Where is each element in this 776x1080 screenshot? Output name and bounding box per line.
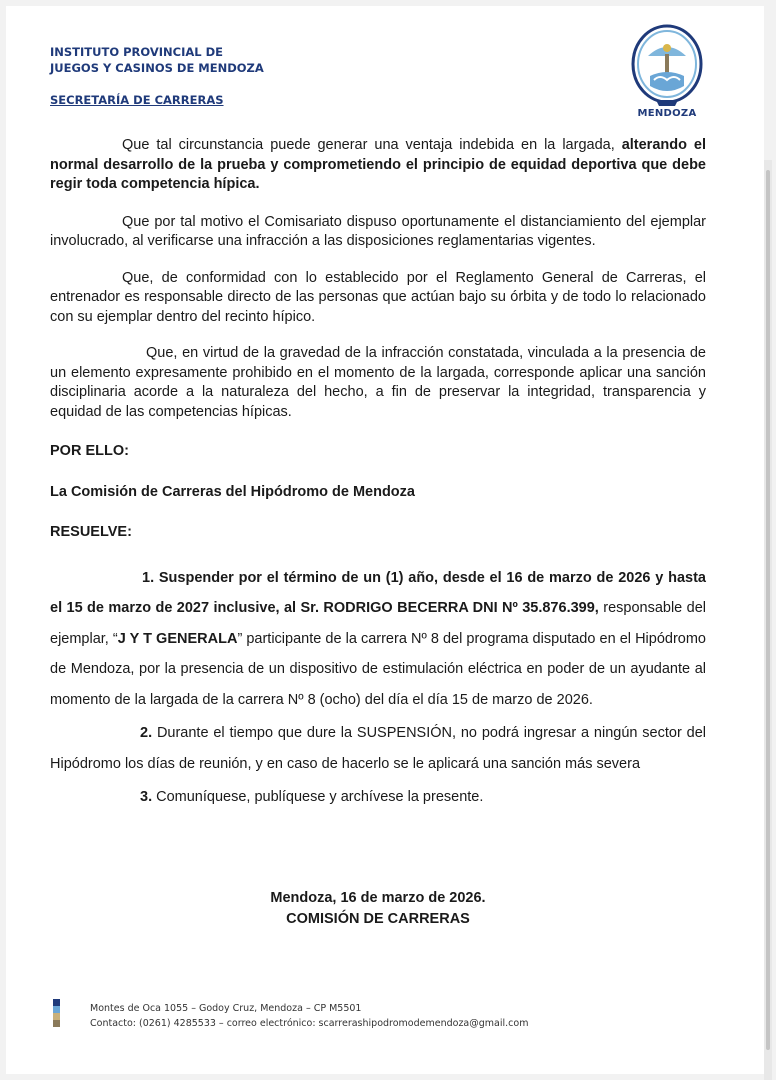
paragraph-4: Que, en virtud de la gravedad de la infracción constatada, vinculada a la presencia de un elemento expresamente prohibido en el momento de la largada, corresponde aplicar una sanción disciplinaria acorde a la naturaleza del hecho, a fin de preservar la integridad, transparencia y equidad de las competencias hípicas. [50, 345, 706, 420]
letterhead [50, 44, 264, 108]
comision-line: La Comisión de Carreras del Hipódromo de Mendoza [50, 483, 415, 500]
place-date: Mendoza, 16 de marzo de 2026. [270, 890, 486, 906]
document-body [50, 136, 706, 813]
mendoza-seal-logo [626, 20, 708, 120]
resolution-item-3: 3. Comuníquese, publíquese y archívese la presente. [140, 789, 484, 805]
resolution-item-2: 2. Durante el tiempo que dure la SUSPENSIÓN, no podrá ingresar a ningún sector del Hipódromo los días de reunión, y en caso de hacerlo se le aplicará una sanción más severa [50, 725, 706, 772]
resolution-item-1: 1. Suspender por el término de un (1) año, desde el 16 de marzo de 2026 y hasta el 15 de marzo de 2027 inclusive, al Sr. RODRIGO BECERRA DNI Nº 35.876.399, responsable del ejemplar, “J Y T GENERALA” participante de la carrera Nº 8 del programa disputado en el Hipódromo de Mendoza, por la presencia de un dispositivo de estimulación eléctrica en poder de un ayudante al momento de la largada de la carrera Nº 8 (ocho) del día el día 15 de marzo de 2026. [50, 569, 706, 708]
footer-address: Montes de Oca 1055 – Godoy Cruz, Mendoza – CP M5501 [90, 1003, 362, 1014]
institute-name-line2: JUEGOS Y CASINOS DE MENDOZA [50, 61, 264, 75]
institute-name-line1: INSTITUTO PROVINCIAL DE [50, 45, 224, 59]
signer-name: COMISIÓN DE CARRERAS [286, 911, 470, 927]
paragraph-2: Que por tal motivo el Comisariato dispuso oportunamente el distanciamiento del ejemplar involucrado, al verificarse una infracción a las disposiciones reglamentarias vigentes. [50, 213, 706, 249]
footer-color-bar [53, 999, 60, 1027]
resuelve-heading: RESUELVE: [50, 524, 132, 540]
paragraph-3: Que, de conformidad con lo establecido por el Reglamento General de Carreras, el entrenador es responsable directo de las personas que actúan bajo su órbita y de todo lo relacionado con su ejemplar dentro del recinto hípico. [50, 269, 706, 325]
por-ello-heading: POR ELLO: [50, 443, 129, 459]
logo-caption: MENDOZA [637, 108, 697, 119]
resolution-list [50, 563, 706, 813]
paragraph-1: Que tal circunstancia puede generar una ventaja indebida en la largada, alterando el normal desarrollo de la prueba y comprometiendo el principio de equidad deportiva que debe regir toda competencia hípica. [50, 137, 706, 192]
signature-block [50, 888, 706, 930]
footer-contact: Contacto: (0261) 4285533 – correo electrónico: scarrerashipodromodemendoza@gmail.com [90, 1018, 529, 1029]
secretaria-title: SECRETARÍA DE CARRERAS [50, 93, 224, 107]
scrollbar-thumb[interactable] [766, 170, 770, 1050]
footer [90, 1001, 528, 1031]
